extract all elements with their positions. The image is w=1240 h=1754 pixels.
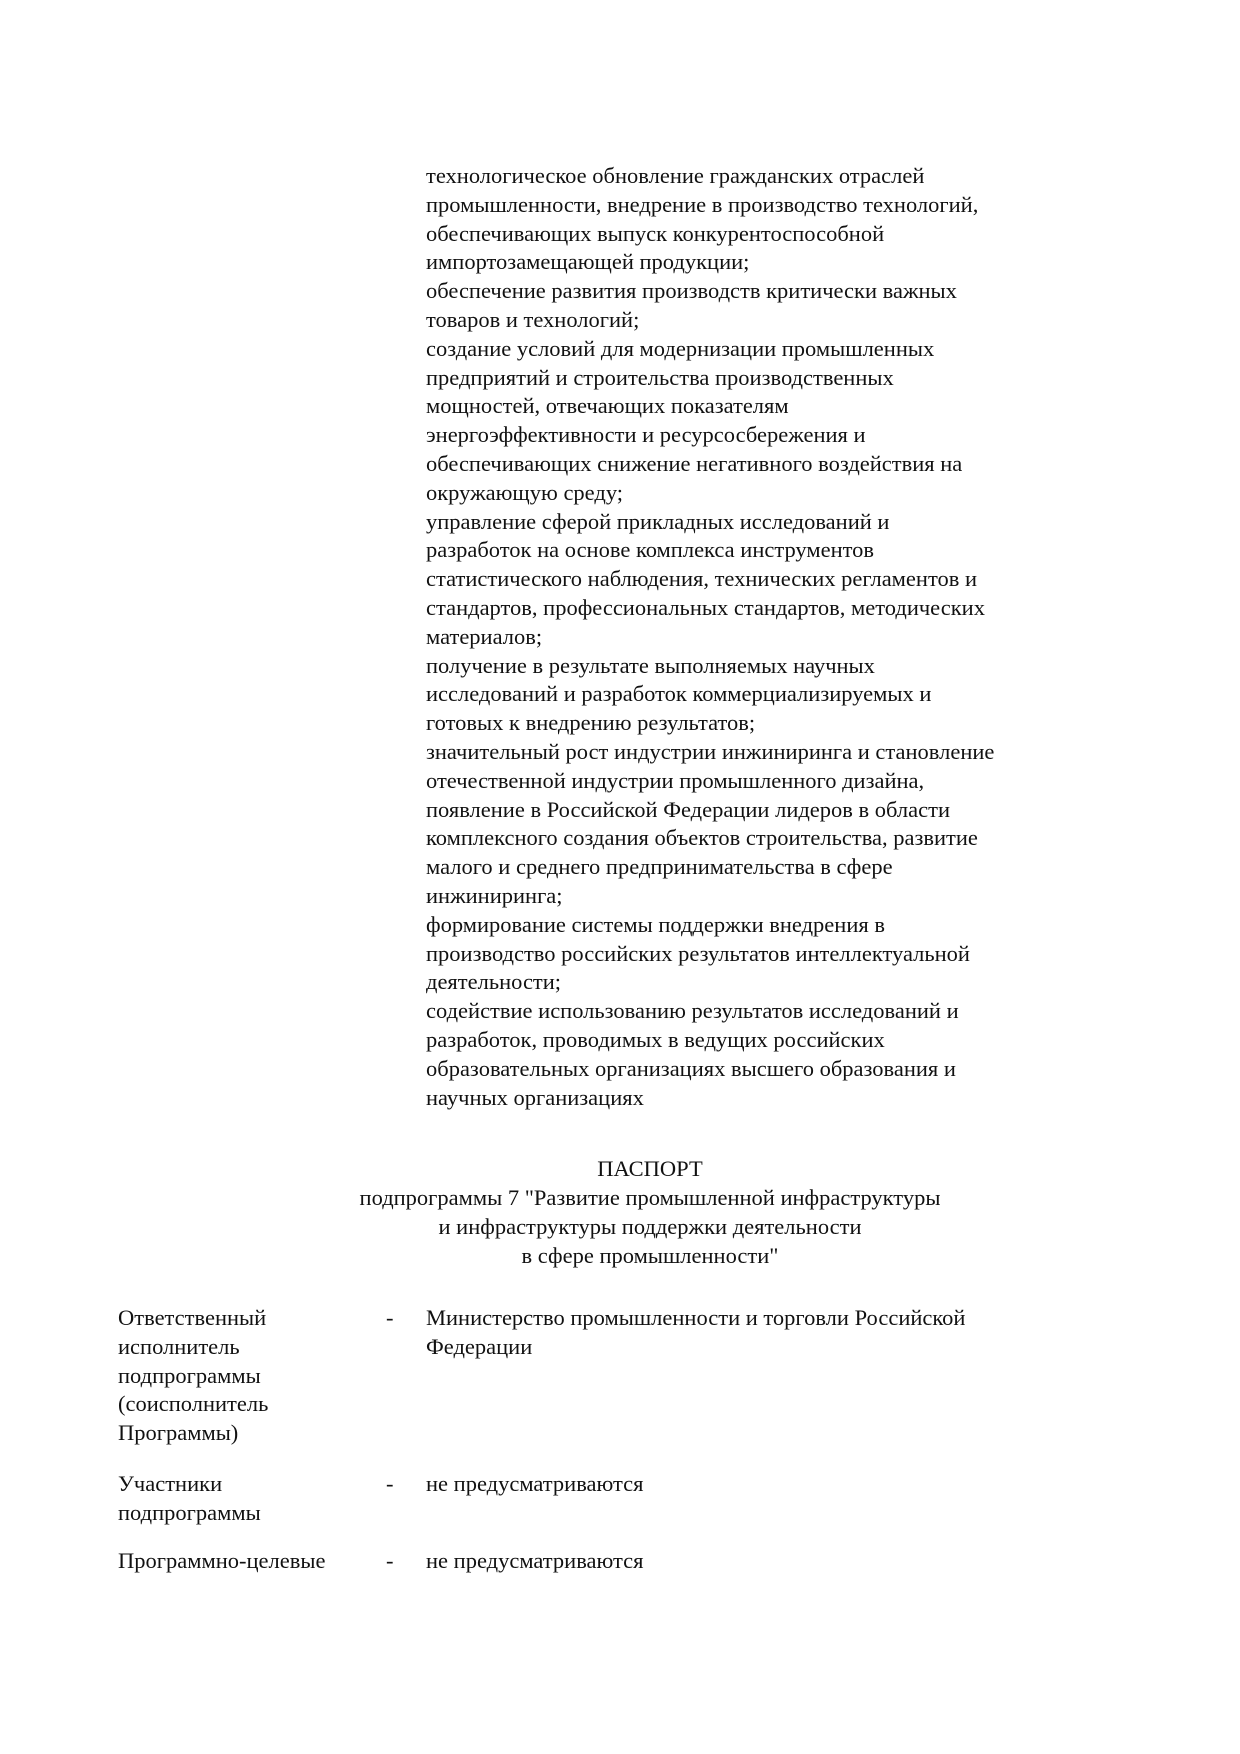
goals-line: импортозамещающей продукции; <box>426 249 750 275</box>
goals-line: предприятий и строительства производственных <box>426 364 894 390</box>
goals-line: обеспечивающих снижение негативного воздействия на <box>426 450 963 476</box>
passport-subtitle-line: в сфере промышленности" <box>521 1242 779 1268</box>
row-label-line: (соисполнитель <box>118 1391 269 1417</box>
goals-line: разработок, проводимых в ведущих российских <box>426 1026 885 1052</box>
row-label-line: Программы) <box>118 1420 239 1446</box>
row-label-line: Ответственный <box>118 1305 267 1330</box>
goals-line: научных организациях <box>426 1084 644 1110</box>
row-label-line: подпрограммы <box>118 1499 261 1525</box>
row-label-line: Программно-целевые <box>118 1548 326 1573</box>
goals-line: промышленности, внедрение в производство технологий, <box>426 191 979 217</box>
goals-line: значительный рост индустрии инжиниринга и становление <box>426 738 995 764</box>
goals-line: содействие использованию результатов исследований и <box>426 998 959 1024</box>
row-value-line: Федерации <box>426 1333 533 1359</box>
row-label-line: подпрограммы <box>118 1362 261 1388</box>
goals-line: материалов; <box>426 623 543 649</box>
row-dash: - <box>386 1305 394 1330</box>
goals-line: управление сферой прикладных исследований и <box>426 508 890 534</box>
goals-line: получение в результате выполняемых научных <box>426 652 875 678</box>
goals-line: производство российских результатов интеллектуальной <box>426 940 970 966</box>
goals-line: деятельности; <box>426 969 562 995</box>
row-value <box>426 1304 1046 1362</box>
goals-line: комплексного создания объектов строительства, развитие <box>426 825 978 851</box>
row-label-line: исполнитель <box>118 1333 240 1359</box>
passport-subtitle-line: подпрограммы 7 "Развитие промышленной инфраструктуры <box>359 1185 941 1210</box>
goals-line: мощностей, отвечающих показателям <box>426 393 789 419</box>
row-value <box>426 1547 1046 1576</box>
goals-line: стандартов, профессиональных стандартов, методических <box>426 594 985 620</box>
goals-line: отечественной индустрии промышленного дизайна, <box>426 767 925 793</box>
row-label <box>118 1470 378 1528</box>
passport-subtitle-line: и инфраструктуры поддержки деятельности <box>438 1213 862 1239</box>
goals-line: появление в Российской Федерации лидеров в области <box>426 796 951 822</box>
row-value <box>426 1470 1046 1499</box>
goals-line: готовых к внедрению результатов; <box>426 710 756 736</box>
row-value-line: не предусматриваются <box>426 1471 644 1496</box>
row-dash: - <box>386 1471 394 1496</box>
goals-line: обеспечивающих выпуск конкурентоспособной <box>426 220 885 246</box>
goals-line: формирование системы поддержки внедрения в <box>426 911 885 937</box>
goals-line: инжиниринга; <box>426 882 563 908</box>
passport-title: ПАСПОРТ <box>597 1156 703 1181</box>
goals-line: обеспечение развития производств критически важных <box>426 278 957 304</box>
passport-subtitle <box>300 1184 1000 1270</box>
goals-line: создание условий для модернизации промышленных <box>426 335 935 361</box>
row-value-line: Министерство промышленности и торговли Российской <box>426 1305 966 1330</box>
goals-line: энергоэффективности и ресурсосбережения и <box>426 422 866 448</box>
goals-line: товаров и технологий; <box>426 306 640 332</box>
goals-line: разработок на основе комплекса инструментов <box>426 537 875 563</box>
row-value-line: не предусматриваются <box>426 1548 644 1573</box>
goals-line: исследований и разработок коммерциализируемых и <box>426 681 932 707</box>
row-dash: - <box>386 1548 394 1573</box>
goals-line: малого и среднего предпринимательства в сфере <box>426 854 893 880</box>
row-label <box>118 1547 378 1576</box>
goals-list <box>426 162 1126 1112</box>
row-label-line: Участники <box>118 1471 223 1496</box>
row-label <box>118 1304 378 1448</box>
goals-line: окружающую среду; <box>426 479 624 505</box>
goals-line: технологическое обновление гражданских отраслей <box>426 163 925 188</box>
goals-line: образовательных организациях высшего образования и <box>426 1055 956 1081</box>
goals-line: статистического наблюдения, технических регламентов и <box>426 566 978 592</box>
